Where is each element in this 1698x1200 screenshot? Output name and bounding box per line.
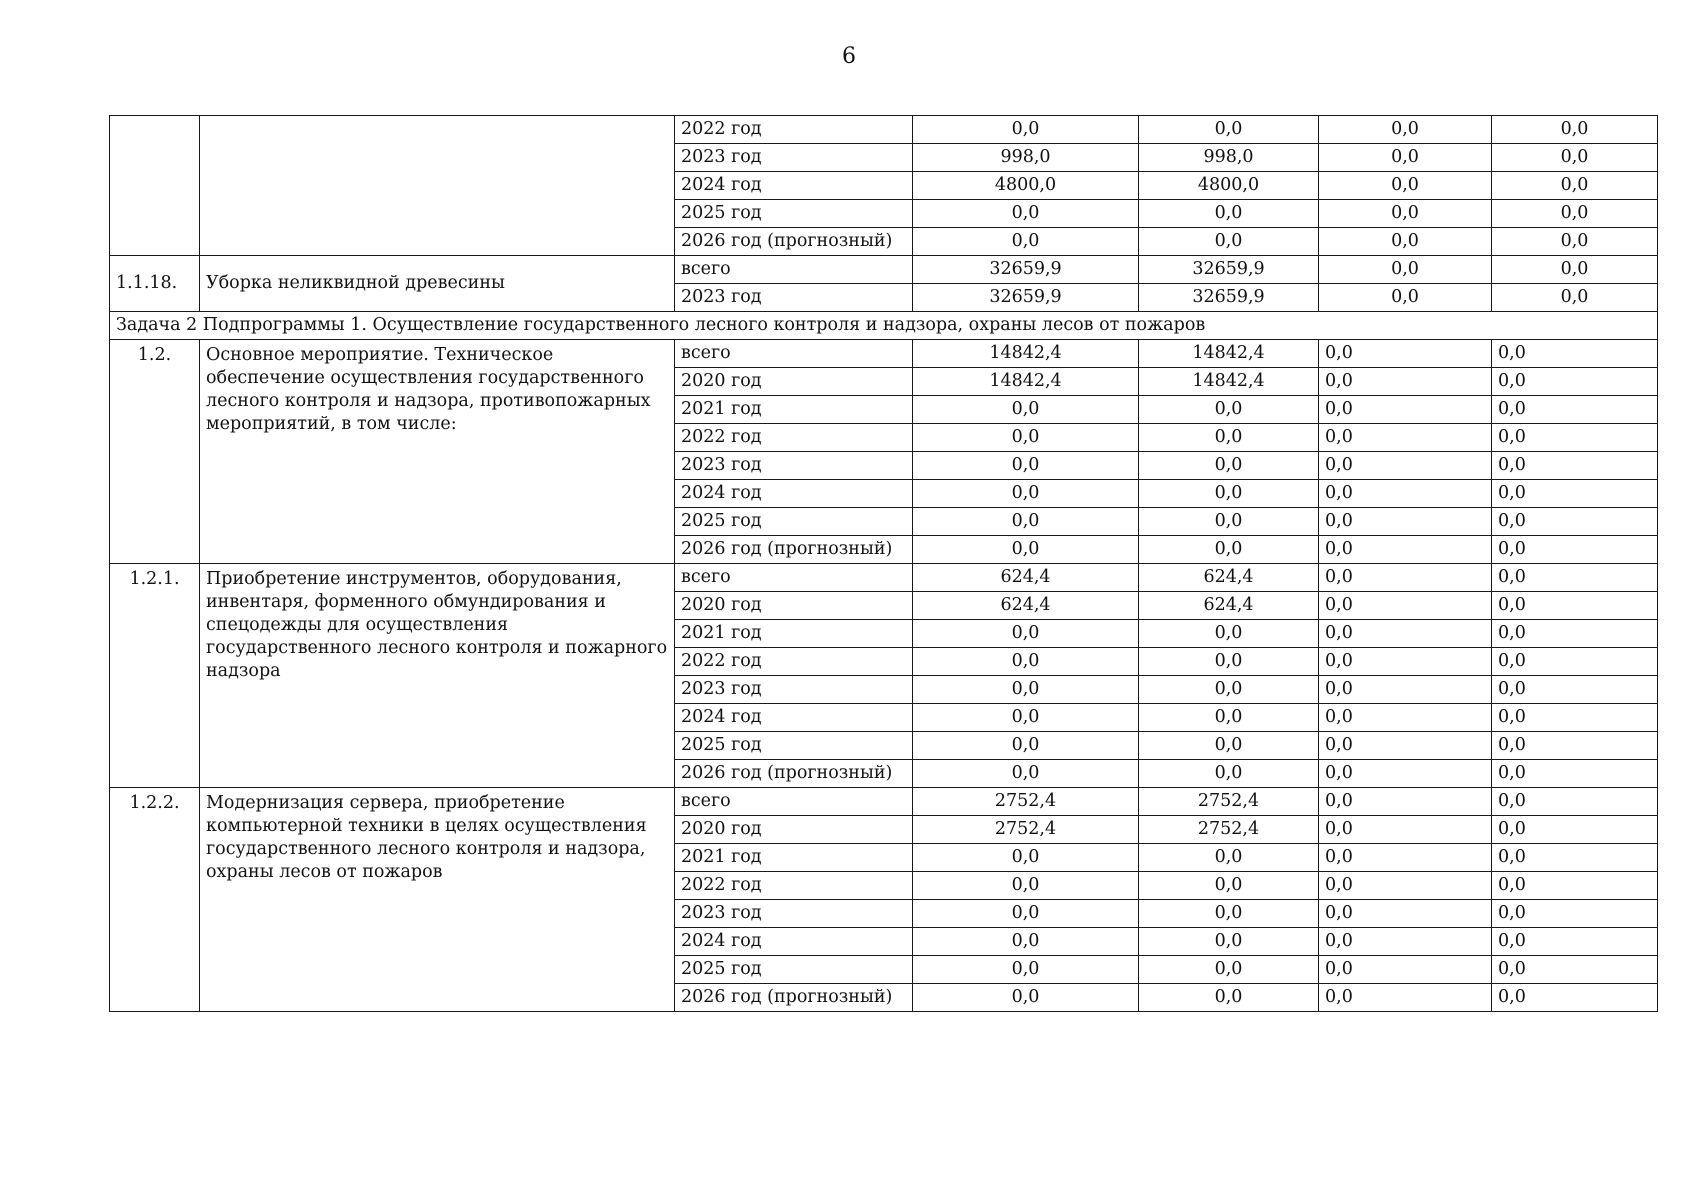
- year-cell: 2026 год (прогнозный): [675, 228, 913, 256]
- value-cell: 0,0: [1139, 620, 1319, 648]
- year-cell: 2022 год: [675, 424, 913, 452]
- value-cell: 0,0: [1492, 900, 1658, 928]
- value-cell: 0,0: [1492, 368, 1658, 396]
- value-cell: 0,0: [1139, 984, 1319, 1012]
- value-cell: 0,0: [1139, 424, 1319, 452]
- value-cell: 32659,9: [1139, 284, 1319, 312]
- total-cell: 0,0: [913, 480, 1139, 508]
- year-cell: 2022 год: [675, 648, 913, 676]
- item-number-cell: 1.2.: [110, 340, 200, 564]
- value-cell: 0,0: [1319, 872, 1492, 900]
- total-cell: 0,0: [913, 900, 1139, 928]
- value-cell: 0,0: [1139, 396, 1319, 424]
- total-cell: 0,0: [913, 844, 1139, 872]
- year-cell: 2026 год (прогнозный): [675, 760, 913, 788]
- total-cell: 0,0: [913, 424, 1139, 452]
- value-cell: 0,0: [1139, 872, 1319, 900]
- value-cell: 2752,4: [1139, 816, 1319, 844]
- total-cell: 0,0: [913, 536, 1139, 564]
- year-cell: 2022 год: [675, 872, 913, 900]
- page-number: 6: [842, 44, 856, 69]
- value-cell: 0,0: [1492, 396, 1658, 424]
- total-cell: 32659,9: [913, 284, 1139, 312]
- item-name-cell: Приобретение инструментов, оборудования, инвентаря, форменного обмундирования и спецодежды для осуществления государственного лесного контроля и пожарного надзора: [200, 564, 675, 788]
- value-cell: 0,0: [1492, 452, 1658, 480]
- value-cell: 0,0: [1492, 816, 1658, 844]
- value-cell: 0,0: [1319, 816, 1492, 844]
- item-name-cell: Модернизация сервера, приобретение компьютерной техники в целях осуществления государственного лесного контроля и надзора, охраны лесов от пожаров: [200, 788, 675, 1012]
- year-cell: 2021 год: [675, 620, 913, 648]
- table-row: [110, 116, 1658, 144]
- value-cell: 0,0: [1319, 956, 1492, 984]
- value-cell: 0,0: [1139, 732, 1319, 760]
- value-cell: 0,0: [1492, 704, 1658, 732]
- value-cell: 0,0: [1319, 340, 1492, 368]
- item-name-cell: [200, 116, 675, 256]
- value-cell: 0,0: [1139, 116, 1319, 144]
- value-cell: 0,0: [1492, 732, 1658, 760]
- value-cell: 0,0: [1319, 508, 1492, 536]
- value-cell: 0,0: [1492, 480, 1658, 508]
- value-cell: 0,0: [1319, 900, 1492, 928]
- value-cell: 0,0: [1492, 788, 1658, 816]
- value-cell: 0,0: [1319, 984, 1492, 1012]
- value-cell: 2752,4: [1139, 788, 1319, 816]
- value-cell: 0,0: [1492, 844, 1658, 872]
- value-cell: 0,0: [1139, 676, 1319, 704]
- value-cell: 0,0: [1492, 564, 1658, 592]
- total-cell: 14842,4: [913, 368, 1139, 396]
- total-cell: 0,0: [913, 228, 1139, 256]
- year-cell: 2026 год (прогнозный): [675, 536, 913, 564]
- value-cell: 0,0: [1492, 116, 1658, 144]
- year-cell: 2023 год: [675, 452, 913, 480]
- value-cell: 0,0: [1319, 788, 1492, 816]
- total-cell: 0,0: [913, 620, 1139, 648]
- value-cell: 0,0: [1492, 760, 1658, 788]
- item-number-cell: 1.2.2.: [110, 788, 200, 1012]
- total-cell: 0,0: [913, 396, 1139, 424]
- value-cell: 0,0: [1139, 956, 1319, 984]
- total-cell: 0,0: [913, 704, 1139, 732]
- value-cell: 0,0: [1139, 648, 1319, 676]
- year-cell: 2021 год: [675, 844, 913, 872]
- budget-table: [109, 115, 1658, 1012]
- total-cell: 0,0: [913, 760, 1139, 788]
- year-cell: 2023 год: [675, 676, 913, 704]
- value-cell: 0,0: [1492, 284, 1658, 312]
- year-cell: 2026 год (прогнозный): [675, 984, 913, 1012]
- year-cell: 2023 год: [675, 900, 913, 928]
- item-name-cell: Уборка неликвидной древесины: [200, 256, 675, 312]
- year-cell: 2024 год: [675, 928, 913, 956]
- value-cell: 0,0: [1492, 648, 1658, 676]
- value-cell: 0,0: [1139, 228, 1319, 256]
- value-cell: 0,0: [1319, 732, 1492, 760]
- value-cell: 0,0: [1319, 396, 1492, 424]
- year-cell: 2020 год: [675, 592, 913, 620]
- value-cell: 0,0: [1319, 116, 1492, 144]
- value-cell: 0,0: [1492, 984, 1658, 1012]
- budget-table-body: [110, 116, 1658, 1012]
- value-cell: 0,0: [1139, 704, 1319, 732]
- year-cell: 2023 год: [675, 284, 913, 312]
- total-cell: 0,0: [913, 956, 1139, 984]
- total-cell: 998,0: [913, 144, 1139, 172]
- value-cell: 0,0: [1139, 452, 1319, 480]
- item-name-cell: Основное мероприятие. Техническое обеспечение осуществления государственного лесного контроля и надзора, противопожарных мероприятий, в том числе:: [200, 340, 675, 564]
- total-cell: 14842,4: [913, 340, 1139, 368]
- value-cell: 998,0: [1139, 144, 1319, 172]
- value-cell: 4800,0: [1139, 172, 1319, 200]
- value-cell: 0,0: [1492, 956, 1658, 984]
- value-cell: 0,0: [1139, 844, 1319, 872]
- value-cell: 0,0: [1139, 536, 1319, 564]
- value-cell: 0,0: [1139, 928, 1319, 956]
- value-cell: 0,0: [1319, 648, 1492, 676]
- value-cell: 0,0: [1139, 900, 1319, 928]
- value-cell: 0,0: [1319, 760, 1492, 788]
- value-cell: 0,0: [1319, 452, 1492, 480]
- value-cell: 14842,4: [1139, 340, 1319, 368]
- value-cell: 0,0: [1139, 200, 1319, 228]
- value-cell: 0,0: [1492, 536, 1658, 564]
- year-cell: 2025 год: [675, 200, 913, 228]
- value-cell: 0,0: [1319, 564, 1492, 592]
- year-cell: 2021 год: [675, 396, 913, 424]
- value-cell: 0,0: [1319, 172, 1492, 200]
- table-row: [110, 564, 1658, 592]
- value-cell: 0,0: [1492, 256, 1658, 284]
- value-cell: 0,0: [1319, 256, 1492, 284]
- year-cell: 2025 год: [675, 732, 913, 760]
- total-cell: 0,0: [913, 508, 1139, 536]
- value-cell: 0,0: [1492, 592, 1658, 620]
- value-cell: 0,0: [1492, 676, 1658, 704]
- value-cell: 0,0: [1492, 872, 1658, 900]
- value-cell: 0,0: [1492, 144, 1658, 172]
- value-cell: 0,0: [1319, 200, 1492, 228]
- value-cell: 0,0: [1492, 424, 1658, 452]
- total-cell: 0,0: [913, 200, 1139, 228]
- total-cell: 4800,0: [913, 172, 1139, 200]
- year-cell: 2024 год: [675, 172, 913, 200]
- year-cell: всего: [675, 256, 913, 284]
- value-cell: 0,0: [1319, 592, 1492, 620]
- value-cell: 0,0: [1319, 676, 1492, 704]
- total-cell: 0,0: [913, 984, 1139, 1012]
- total-cell: 0,0: [913, 928, 1139, 956]
- total-cell: 0,0: [913, 648, 1139, 676]
- value-cell: 0,0: [1492, 200, 1658, 228]
- value-cell: 0,0: [1492, 228, 1658, 256]
- year-cell: 2023 год: [675, 144, 913, 172]
- year-cell: 2020 год: [675, 816, 913, 844]
- year-cell: 2024 год: [675, 704, 913, 732]
- value-cell: 0,0: [1139, 760, 1319, 788]
- total-cell: 2752,4: [913, 816, 1139, 844]
- year-cell: 2024 год: [675, 480, 913, 508]
- total-cell: 0,0: [913, 116, 1139, 144]
- value-cell: 0,0: [1319, 424, 1492, 452]
- value-cell: 0,0: [1139, 508, 1319, 536]
- value-cell: 0,0: [1319, 844, 1492, 872]
- table-row: [110, 788, 1658, 816]
- total-cell: 0,0: [913, 872, 1139, 900]
- value-cell: 0,0: [1319, 284, 1492, 312]
- total-cell: 0,0: [913, 676, 1139, 704]
- total-cell: 0,0: [913, 732, 1139, 760]
- total-cell: 624,4: [913, 592, 1139, 620]
- value-cell: 0,0: [1492, 508, 1658, 536]
- table-row: [110, 256, 1658, 284]
- year-cell: всего: [675, 564, 913, 592]
- year-cell: всего: [675, 340, 913, 368]
- table-row: [110, 340, 1658, 368]
- item-number-cell: 1.2.1.: [110, 564, 200, 788]
- task-title: Задача 2 Подпрограммы 1. Осуществление государственного лесного контроля и надзора, охраны лесов от пожаров: [110, 312, 1658, 340]
- total-cell: 624,4: [913, 564, 1139, 592]
- item-number-cell: 1.1.18.: [110, 256, 200, 312]
- year-cell: 2025 год: [675, 956, 913, 984]
- value-cell: 14842,4: [1139, 368, 1319, 396]
- year-cell: 2025 год: [675, 508, 913, 536]
- value-cell: 624,4: [1139, 564, 1319, 592]
- value-cell: 0,0: [1319, 144, 1492, 172]
- year-cell: всего: [675, 788, 913, 816]
- value-cell: 0,0: [1319, 228, 1492, 256]
- value-cell: 32659,9: [1139, 256, 1319, 284]
- year-cell: 2022 год: [675, 116, 913, 144]
- value-cell: 0,0: [1139, 480, 1319, 508]
- value-cell: 0,0: [1319, 620, 1492, 648]
- value-cell: 0,0: [1319, 480, 1492, 508]
- year-cell: 2020 год: [675, 368, 913, 396]
- total-cell: 0,0: [913, 452, 1139, 480]
- task-row: [110, 312, 1658, 340]
- value-cell: 0,0: [1319, 536, 1492, 564]
- total-cell: 2752,4: [913, 788, 1139, 816]
- value-cell: 0,0: [1492, 172, 1658, 200]
- item-number-cell: [110, 116, 200, 256]
- value-cell: 0,0: [1319, 368, 1492, 396]
- value-cell: 0,0: [1492, 620, 1658, 648]
- value-cell: 624,4: [1139, 592, 1319, 620]
- value-cell: 0,0: [1319, 928, 1492, 956]
- value-cell: 0,0: [1319, 704, 1492, 732]
- total-cell: 32659,9: [913, 256, 1139, 284]
- value-cell: 0,0: [1492, 928, 1658, 956]
- value-cell: 0,0: [1492, 340, 1658, 368]
